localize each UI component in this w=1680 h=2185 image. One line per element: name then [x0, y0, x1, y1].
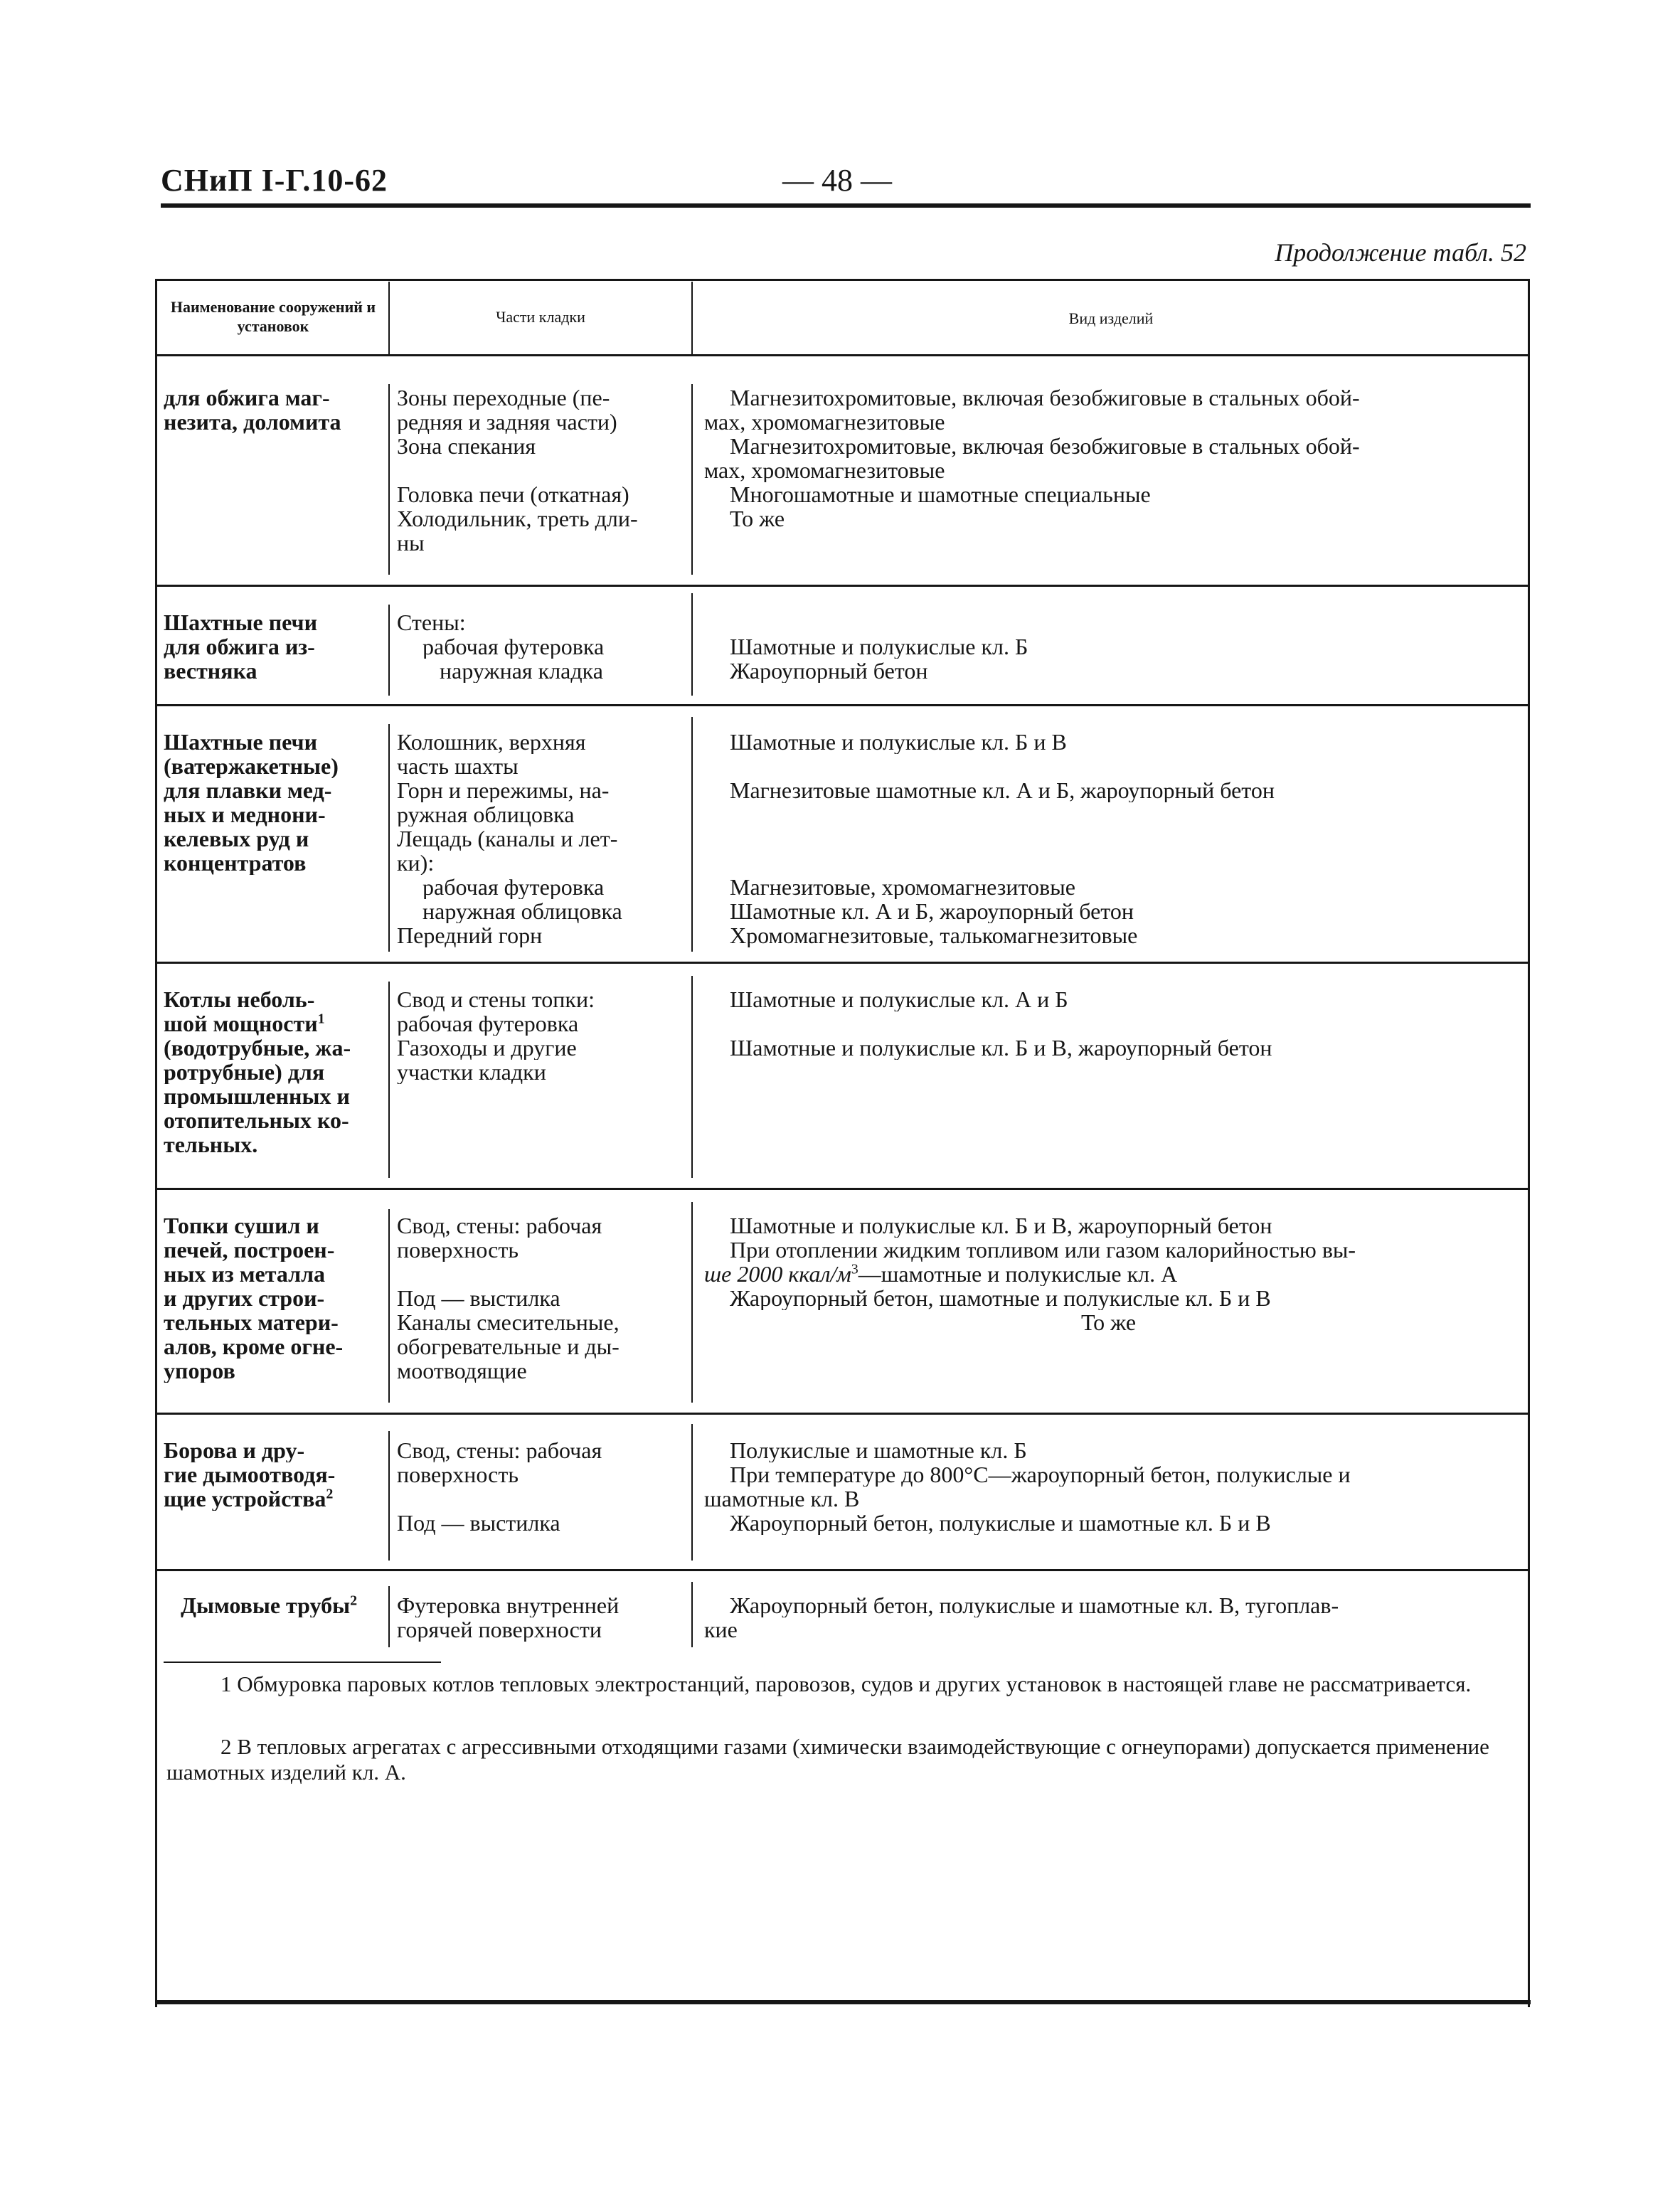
cell-line: моотводящие	[397, 1359, 527, 1383]
cell-line: Магнезитовые, хромомагнезитовые	[730, 875, 1075, 899]
row-2-products	[704, 634, 1522, 683]
cell-line: Котлы неболь-	[164, 987, 315, 1011]
cell-line: Головка печи (откатная)	[397, 482, 629, 506]
cell-line: рабочая футеровка	[422, 875, 605, 899]
table-caption: Продолжение табл. 52	[1275, 238, 1526, 267]
row-5-parts	[397, 1213, 681, 1383]
cell-line: Шамотные и полукислые кл. Б и В, жароупорный бетон	[730, 1213, 1272, 1238]
cell-line	[164, 1011, 377, 1036]
cell-line: Магнезитовые шамотные кл. А и Б, жароупорный бетон	[730, 778, 1275, 802]
cell-line: редняя и задняя части)	[397, 410, 617, 434]
col-divider	[388, 724, 390, 952]
cell-line: горячей поверхности	[397, 1617, 602, 1642]
cell-text: щие устройства	[164, 1487, 326, 1511]
row-7-parts	[397, 1593, 681, 1642]
cell-line: Жароупорный бетон, полукислые и шамотные кл. Б и В	[730, 1511, 1271, 1535]
page-number: — 48 —	[782, 163, 892, 198]
cell-line: Свод, стены: рабочая	[397, 1213, 602, 1238]
cell-line: незита, доломита	[164, 410, 341, 434]
cell-line	[704, 1011, 1522, 1036]
cell-line: При отоплении жидким топливом или газом калорийностью вы-	[730, 1238, 1356, 1262]
cell-line: Футеровка внутренней	[397, 1593, 620, 1617]
cell-line	[704, 851, 1522, 875]
row-7-name	[164, 1593, 377, 1617]
cell-line: При температуре до 800°С—жароупорный бетон, полукислые и	[730, 1462, 1351, 1487]
cell-line: Борова и дру-	[164, 1438, 305, 1462]
col-divider	[388, 1209, 390, 1403]
cell-line: Полукислые и шамотные кл. Б	[730, 1438, 1027, 1462]
cell-text: шой мощности	[164, 1011, 318, 1036]
col-divider	[691, 717, 693, 952]
cell-line: обогревательные и ды-	[397, 1334, 620, 1359]
cell-line: поверхность	[397, 1238, 519, 1262]
cell-line: тельных.	[164, 1132, 258, 1157]
row-1-products	[704, 386, 1522, 531]
cell-line: мах, хромомагнезитовые	[704, 410, 945, 434]
cell-line: ружная облицовка	[397, 802, 575, 826]
row-3-parts	[397, 730, 681, 947]
cell-line	[704, 826, 1522, 851]
row-4-name	[164, 987, 377, 1157]
footnote-rule	[164, 1662, 441, 1663]
footnote-text: В тепловых агрегатах с агрессивными отходящими газами (химически взаимодействующие с огнеупорами) допускается применение шамотных изделий кл. А.	[166, 1734, 1489, 1785]
cell-line: часть шахты	[397, 754, 519, 778]
cell-line: Под — выстилка	[397, 1286, 560, 1310]
cell-line: концентратов	[164, 851, 307, 875]
cell-line	[397, 458, 681, 482]
cell-line: Колошник, верхняя	[397, 730, 586, 754]
cell-line: (ватержакетные)	[164, 754, 339, 778]
footnote-mark: 1	[220, 1671, 232, 1696]
footnote-mark: 2	[220, 1734, 232, 1759]
col-divider	[691, 1424, 693, 1561]
row-3-name	[164, 730, 377, 875]
table-right-border	[1528, 279, 1530, 2007]
cell-line: промышленных и	[164, 1084, 350, 1108]
col-divider	[691, 384, 693, 575]
row-separator	[155, 1188, 1530, 1190]
cell-line	[164, 1487, 377, 1511]
column-header-products: Вид изделий	[1068, 309, 1154, 327]
cell-line: Жароупорный бетон, шамотные и полукислые кл. Б и В	[730, 1286, 1271, 1310]
unit-exponent: 3	[851, 1262, 858, 1277]
cell-line: для обжига из-	[164, 634, 315, 659]
row-separator	[155, 704, 1530, 706]
cell-line: упоров	[164, 1359, 235, 1383]
cell-line: То же	[1081, 1310, 1137, 1334]
cell-line	[397, 1262, 681, 1286]
col-divider	[388, 384, 390, 575]
footnote-text: Обмуровка паровых котлов тепловых электростанций, паровозов, судов и других установок в настоящей главе не рассматривается.	[237, 1671, 1472, 1696]
footnote-ref: 2	[326, 1487, 334, 1502]
bottom-rule	[156, 2000, 1531, 2004]
cell-line: ных из металла	[164, 1262, 326, 1286]
col-divider	[691, 282, 693, 354]
cell-line: для плавки мед-	[164, 778, 332, 802]
row-separator	[155, 962, 1530, 964]
cell-line: Зоны переходные (пе-	[397, 386, 610, 410]
cell-line: кие	[704, 1617, 738, 1642]
cell-line: Свод и стены топки:	[397, 987, 595, 1011]
cell-line: ки):	[397, 851, 435, 875]
row-3-products	[704, 730, 1522, 947]
column-header-name: Наименование сооружений и установок	[170, 298, 376, 335]
table-left-border	[155, 279, 157, 2007]
cell-line	[704, 754, 1522, 778]
cell-line: Под — выстилка	[397, 1511, 560, 1535]
cell-line: Передний горн	[397, 923, 543, 947]
col-divider	[691, 1202, 693, 1403]
cell-line: Шамотные кл. А и Б, жароупорный бетон	[730, 899, 1134, 923]
row-separator	[155, 1413, 1530, 1415]
row-5-products	[704, 1213, 1522, 1334]
cell-line	[704, 1262, 1522, 1286]
cell-text: ше 2000 ккал/м	[704, 1262, 851, 1286]
cell-line: Многошамотные и шамотные специальные	[730, 482, 1151, 506]
cell-line: Свод, стены: рабочая	[397, 1438, 602, 1462]
footnote-2	[166, 1734, 1514, 1785]
cell-line: ны	[397, 531, 425, 555]
row-6-parts	[397, 1438, 681, 1535]
cell-line: и других строи-	[164, 1286, 325, 1310]
row-4-products	[704, 987, 1522, 1060]
cell-line: Зона спекания	[397, 434, 536, 458]
row-separator	[155, 585, 1530, 587]
cell-line: Жароупорный бетон, полукислые и шамотные кл. В, тугоплав-	[730, 1593, 1339, 1617]
table-header-bottom	[155, 354, 1530, 356]
cell-line: Шамотные и полукислые кл. Б и В, жароупорный бетон	[730, 1036, 1272, 1060]
cell-line: наружная облицовка	[422, 899, 622, 923]
header-rule	[161, 203, 1531, 208]
cell-text: —шамотные и полукислые кл. А	[858, 1262, 1178, 1286]
col-divider	[388, 282, 390, 354]
cell-line: То же	[730, 506, 785, 531]
row-6-name	[164, 1438, 377, 1511]
cell-line	[704, 802, 1522, 826]
col-divider	[691, 976, 693, 1178]
cell-line: Шахтные печи	[164, 730, 318, 754]
cell-line: рабочая футеровка	[397, 1011, 579, 1036]
col-divider	[388, 605, 390, 696]
row-separator	[155, 1569, 1530, 1571]
cell-line: мах, хромомагнезитовые	[704, 458, 945, 482]
row-5-name	[164, 1213, 377, 1383]
table-top-border	[155, 279, 1530, 281]
cell-line: Холодильник, треть дли-	[397, 506, 638, 531]
cell-line: для обжига маг-	[164, 386, 330, 410]
cell-line: участки кладки	[397, 1060, 546, 1084]
col-divider	[388, 1586, 390, 1647]
cell-line: Магнезитохромитовые, включая безобжиговые в стальных обой-	[730, 386, 1360, 410]
footnote-ref: 2	[350, 1593, 358, 1609]
document-code: СНиП I-Г.10-62	[161, 163, 388, 198]
cell-line: поверхность	[397, 1462, 519, 1487]
row-4-parts	[397, 987, 681, 1084]
cell-line: алов, кроме огне-	[164, 1334, 344, 1359]
cell-line: (водотрубные, жа-	[164, 1036, 351, 1060]
row-6-products	[704, 1438, 1522, 1535]
column-header-parts: Части кладки	[496, 308, 585, 326]
col-divider	[388, 982, 390, 1178]
cell-line: шамотные кл. В	[704, 1487, 860, 1511]
cell-line: вестняка	[164, 659, 257, 683]
row-2-parts	[397, 610, 681, 683]
cell-line: Жароупорный бетон	[730, 659, 928, 683]
cell-line: рабочая футеровка	[422, 634, 605, 659]
cell-line: Стены:	[397, 610, 466, 634]
cell-line: Лещадь (каналы и лет-	[397, 826, 618, 851]
footnote-1	[166, 1671, 1514, 1697]
col-divider	[388, 1431, 390, 1561]
cell-line: Каналы смесительные,	[397, 1310, 620, 1334]
cell-text: Дымовые трубы	[181, 1593, 351, 1617]
cell-line: ных и меднони-	[164, 802, 326, 826]
cell-line: Горн и пережимы, на-	[397, 778, 610, 802]
row-7-products	[704, 1593, 1522, 1642]
cell-line: келевых руд и	[164, 826, 309, 851]
cell-line: наружная кладка	[440, 659, 603, 683]
cell-line: гие дымоотводя-	[164, 1462, 336, 1487]
cell-line: Магнезитохромитовые, включая безобжиговые в стальных обой-	[730, 434, 1360, 458]
col-divider	[691, 593, 693, 696]
cell-line: тельных матери-	[164, 1310, 339, 1334]
cell-line	[397, 1487, 681, 1511]
cell-line: ротрубные) для	[164, 1060, 325, 1084]
cell-line: печей, построен-	[164, 1238, 335, 1262]
cell-line: Шамотные и полукислые кл. Б	[730, 634, 1028, 659]
cell-line: отопительных ко-	[164, 1108, 349, 1132]
footnote-ref: 1	[317, 1011, 325, 1027]
cell-line: Топки сушил и	[164, 1213, 319, 1238]
cell-line: Шамотные и полукислые кл. Б и В	[730, 730, 1067, 754]
cell-line: Шахтные печи	[164, 610, 318, 634]
col-divider	[691, 1582, 693, 1647]
cell-line: Шамотные и полукислые кл. А и Б	[730, 987, 1068, 1011]
cell-line: Хромомагнезитовые, талькомагнезитовые	[730, 923, 1138, 947]
row-1-parts	[397, 386, 681, 555]
row-1-name	[164, 386, 377, 434]
cell-line: Газоходы и другие	[397, 1036, 577, 1060]
cell-line	[164, 1593, 377, 1617]
row-2-name	[164, 610, 377, 683]
